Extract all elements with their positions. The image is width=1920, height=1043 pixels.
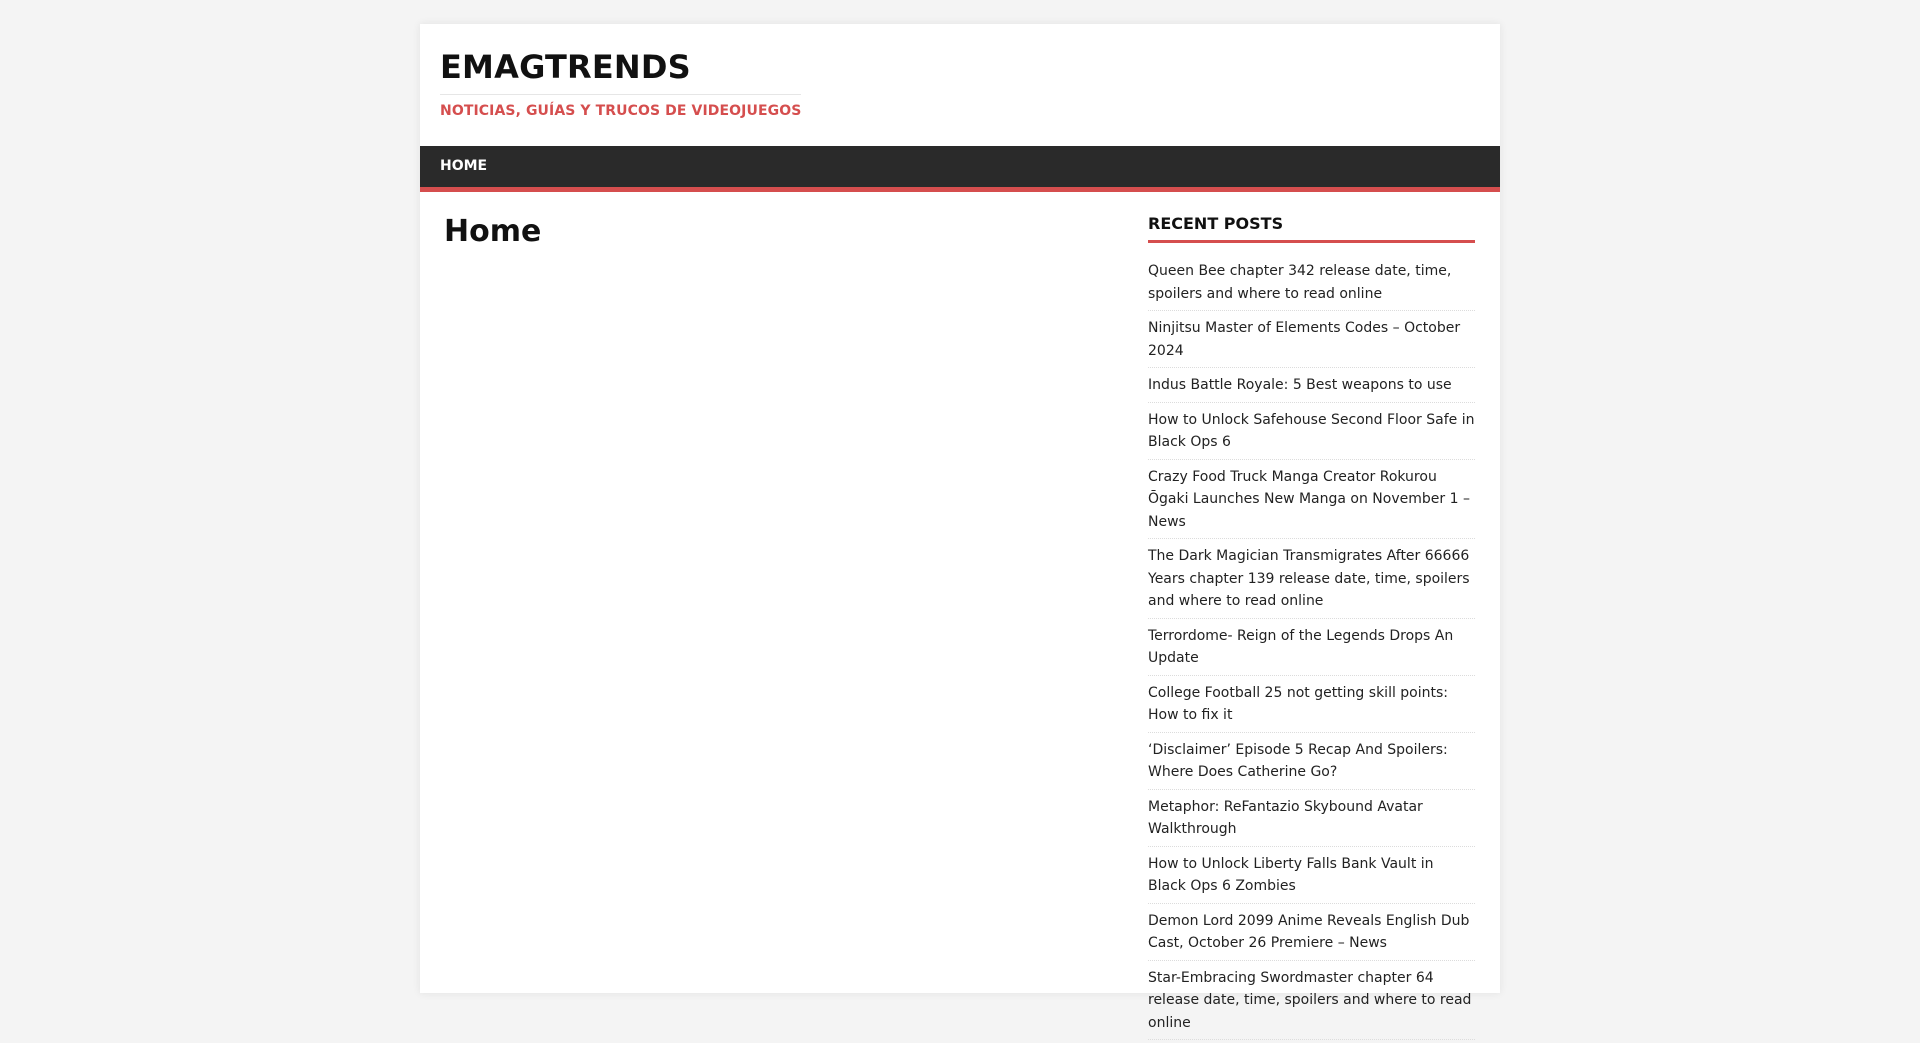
site-header [420,24,1500,146]
recent-posts-list [1148,257,1475,1040]
brand [440,46,801,119]
recent-post-link[interactable]: How to Unlock Liberty Falls Bank Vault in Black Ops 6 Zombies [1148,850,1475,904]
recent-post-link[interactable]: The Dark Magician Transmigrates After 66666 Years chapter 139 release date, time, spoilers and where to read online [1148,542,1475,619]
recent-posts-title: RECENT POSTS [1148,214,1475,243]
recent-post-link[interactable]: Demon Lord 2099 Anime Reveals English Dub Cast, October 26 Premiere – News [1148,907,1475,961]
recent-post-link[interactable]: Metaphor: ReFantazio Skybound Avatar Walkthrough [1148,793,1475,847]
main-navigation [420,146,1500,192]
site-tagline: NOTICIAS, GUÍAS Y TRUCOS DE VIDEOJUEGOS [440,103,802,119]
recent-post-link[interactable]: Terrordome- Reign of the Legends Drops An Update [1148,622,1475,676]
recent-post-link[interactable]: ‘Disclaimer’ Episode 5 Recap And Spoilers: Where Does Catherine Go? [1148,736,1475,790]
recent-post-link[interactable]: Ninjitsu Master of Elements Codes – October 2024 [1148,314,1475,368]
content-area [420,192,1500,1031]
recent-post-link[interactable]: Crazy Food Truck Manga Creator Rokurou Ōgaki Launches New Manga on November 1 – News [1148,463,1475,540]
page-container [420,24,1500,1031]
recent-post-link[interactable]: How to Unlock Safehouse Second Floor Safe in Black Ops 6 [1148,406,1475,460]
recent-post-link[interactable]: Star-Embracing Swordmaster chapter 64 release date, time, spoilers and where to read online [1148,964,1475,1041]
recent-post-link[interactable]: Indus Battle Royale: 5 Best weapons to use [1148,371,1475,403]
sidebar [1148,214,1475,1043]
recent-post-link[interactable]: Queen Bee chapter 342 release date, time, spoilers and where to read online [1148,257,1475,311]
site-title-link[interactable]: EMAGTRENDS [440,46,801,95]
main-column [444,214,1124,250]
page-title: Home [444,214,542,249]
recent-post-link[interactable]: College Football 25 not getting skill points: How to fix it [1148,679,1475,733]
nav-item-home[interactable]: HOME [440,158,488,174]
